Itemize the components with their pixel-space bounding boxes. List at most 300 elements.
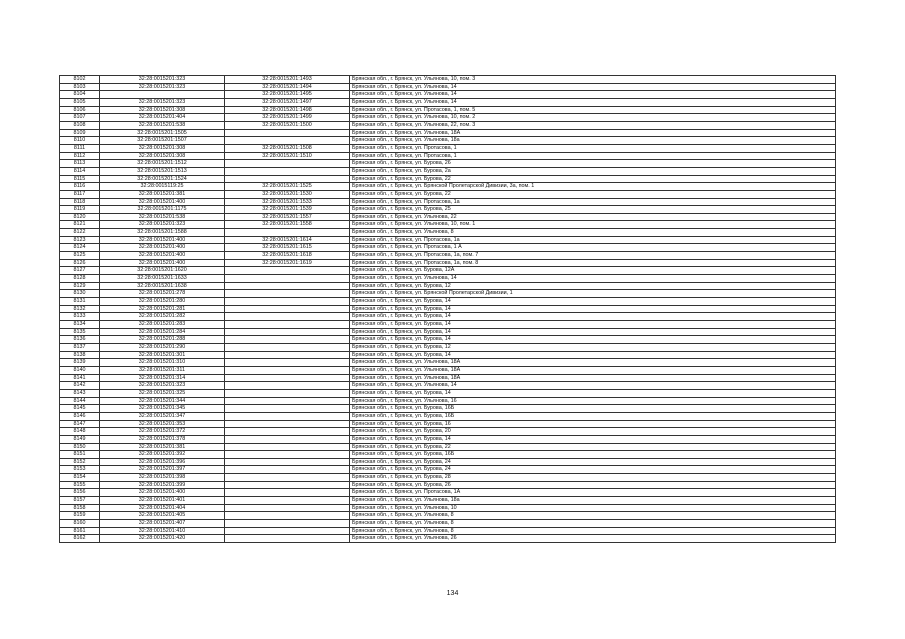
- cadastral-number-cell: 32:28:0015201:284: [100, 328, 225, 336]
- row-number-cell: 8109: [60, 129, 100, 137]
- row-number-cell: 8137: [60, 343, 100, 351]
- table-row: [60, 290, 836, 298]
- address-cell: Брянская обл., г. Брянск, ул. Бурова, 24: [350, 466, 836, 474]
- address-cell: Брянская обл., г. Брянск, ул. Бурова, 14: [350, 435, 836, 443]
- address-cell: Брянская обл., г. Брянск, ул. Бурова, 26: [350, 481, 836, 489]
- address-cell: Брянская обл., г. Брянск, ул. Ульянова, 22, пом. 3: [350, 121, 836, 129]
- object-cadastral-number-cell: [225, 336, 350, 344]
- table-row: [60, 152, 836, 160]
- table-row: [60, 359, 836, 367]
- object-cadastral-number-cell: [225, 535, 350, 543]
- cadastral-number-cell: 32:28:0015201:400: [100, 489, 225, 497]
- row-number-cell: 8118: [60, 198, 100, 206]
- cadastral-number-cell: 32:28:0015201:1512: [100, 160, 225, 168]
- table-row: [60, 374, 836, 382]
- object-cadastral-number-cell: [225, 474, 350, 482]
- cadastral-number-cell: 32:28:0015201:280: [100, 298, 225, 306]
- object-cadastral-number-cell: [225, 328, 350, 336]
- object-cadastral-number-cell: 32:28:0015201:1510: [225, 152, 350, 160]
- object-cadastral-number-cell: 32:28:0015201:1533: [225, 198, 350, 206]
- cadastral-number-cell: 32:28:0015201:1633: [100, 275, 225, 283]
- cadastral-number-cell: 32:28:0015201:1507: [100, 137, 225, 145]
- table-row: [60, 91, 836, 99]
- cadastral-number-cell: 32:28:0015201:323: [100, 76, 225, 84]
- address-cell: Брянская обл., г. Брянск, ул. Протасова, 1а: [350, 198, 836, 206]
- cadastral-number-cell: 32:28:0015201:372: [100, 428, 225, 436]
- object-cadastral-number-cell: [225, 298, 350, 306]
- address-cell: Брянская обл., г. Брянск, ул. Брянской Пролетарской Дивизии, 3а, пом. 1: [350, 183, 836, 191]
- row-number-cell: 8155: [60, 481, 100, 489]
- table-row: [60, 489, 836, 497]
- table-row: [60, 229, 836, 237]
- object-cadastral-number-cell: [225, 382, 350, 390]
- object-cadastral-number-cell: [225, 175, 350, 183]
- address-cell: Брянская обл., г. Брянск, ул. Бурова, 16Б: [350, 412, 836, 420]
- row-number-cell: 8110: [60, 137, 100, 145]
- cadastral-register-table: [59, 75, 836, 543]
- object-cadastral-number-cell: 32:28:0015201:1558: [225, 221, 350, 229]
- object-cadastral-number-cell: 32:28:0015201:1498: [225, 106, 350, 114]
- row-number-cell: 8112: [60, 152, 100, 160]
- row-number-cell: 8103: [60, 83, 100, 91]
- cadastral-number-cell: 32:28:0015201:396: [100, 458, 225, 466]
- row-number-cell: 8160: [60, 520, 100, 528]
- row-number-cell: 8108: [60, 121, 100, 129]
- table-row: [60, 298, 836, 306]
- address-cell: Брянская обл., г. Брянск, ул. Ульянова, 16: [350, 397, 836, 405]
- object-cadastral-number-cell: [225, 481, 350, 489]
- object-cadastral-number-cell: [225, 160, 350, 168]
- cadastral-number-cell: 32:28:0015201:323: [100, 83, 225, 91]
- cadastral-number-cell: 32:28:0015201:288: [100, 336, 225, 344]
- object-cadastral-number-cell: 32:28:0015201:1618: [225, 252, 350, 260]
- address-cell: Брянская обл., г. Брянск, ул. Ульянова, 18А: [350, 366, 836, 374]
- cadastral-number-cell: 32:28:0015201:392: [100, 451, 225, 459]
- object-cadastral-number-cell: [225, 267, 350, 275]
- table-row: [60, 328, 836, 336]
- object-cadastral-number-cell: [225, 137, 350, 145]
- address-cell: Брянская обл., г. Брянск, ул. Бурова, 20: [350, 428, 836, 436]
- cadastral-number-cell: 32:28:0015201:410: [100, 527, 225, 535]
- address-cell: Брянская обл., г. Брянск, ул. Ульянова, 18а: [350, 137, 836, 145]
- address-cell: Брянская обл., г. Брянск, ул. Бурова, 14: [350, 313, 836, 321]
- row-number-cell: 8107: [60, 114, 100, 122]
- object-cadastral-number-cell: [225, 428, 350, 436]
- row-number-cell: 8159: [60, 512, 100, 520]
- table-body: [60, 76, 836, 543]
- object-cadastral-number-cell: [225, 451, 350, 459]
- object-cadastral-number-cell: [225, 366, 350, 374]
- address-cell: Брянская обл., г. Брянск, ул. Бурова, 28: [350, 474, 836, 482]
- row-number-cell: 8153: [60, 466, 100, 474]
- table-row: [60, 198, 836, 206]
- cadastral-number-cell: 32:28:0015201:323: [100, 382, 225, 390]
- table-row: [60, 389, 836, 397]
- table-row: [60, 183, 836, 191]
- table-row: [60, 236, 836, 244]
- table-row: [60, 275, 836, 283]
- cadastral-number-cell: 32:28:0015201:278: [100, 290, 225, 298]
- table-row: [60, 520, 836, 528]
- table-row: [60, 527, 836, 535]
- table-row: [60, 221, 836, 229]
- object-cadastral-number-cell: [225, 313, 350, 321]
- row-number-cell: 8127: [60, 267, 100, 275]
- row-number-cell: 8134: [60, 321, 100, 329]
- object-cadastral-number-cell: [225, 412, 350, 420]
- address-cell: Брянская обл., г. Брянск, ул. Протасова, 1а, пом. 8: [350, 259, 836, 267]
- cadastral-number-cell: 32:28:0015201:301: [100, 351, 225, 359]
- address-cell: Брянская обл., г. Брянск, ул. Бурова, 12: [350, 343, 836, 351]
- row-number-cell: 8125: [60, 252, 100, 260]
- cadastral-number-cell: 32:28:0015201:314: [100, 374, 225, 382]
- cadastral-number-cell: [100, 91, 225, 99]
- address-cell: Брянская обл., г. Брянск, ул. Ульянова, 18А: [350, 129, 836, 137]
- address-cell: Брянская обл., г. Брянск, ул. Бурова, 22: [350, 190, 836, 198]
- address-cell: Брянская обл., г. Брянск, ул. Ульянова, 18А: [350, 359, 836, 367]
- cadastral-number-cell: 32:28:0015201:400: [100, 259, 225, 267]
- object-cadastral-number-cell: [225, 167, 350, 175]
- address-cell: Брянская обл., г. Брянск, ул. Ульянова, 22: [350, 213, 836, 221]
- address-cell: Брянская обл., г. Брянск, ул. Бурова, 14: [350, 336, 836, 344]
- table-row: [60, 366, 836, 374]
- cadastral-number-cell: 32:28:0015201:400: [100, 252, 225, 260]
- table-row: [60, 382, 836, 390]
- table-row: [60, 420, 836, 428]
- row-number-cell: 8131: [60, 298, 100, 306]
- row-number-cell: 8113: [60, 160, 100, 168]
- table-row: [60, 405, 836, 413]
- object-cadastral-number-cell: [225, 504, 350, 512]
- cadastral-number-cell: 32:28:0015201:308: [100, 152, 225, 160]
- cadastral-number-cell: 32:28:0015201:325: [100, 389, 225, 397]
- row-number-cell: 8144: [60, 397, 100, 405]
- address-cell: Брянская обл., г. Брянск, ул. Бурова, 14: [350, 321, 836, 329]
- row-number-cell: 8152: [60, 458, 100, 466]
- address-cell: Брянская обл., г. Брянск, ул. Бурова, 14: [350, 305, 836, 313]
- row-number-cell: 8124: [60, 244, 100, 252]
- table-row: [60, 428, 836, 436]
- object-cadastral-number-cell: [225, 305, 350, 313]
- address-cell: Брянская обл., г. Брянск, ул. Бурова, 26: [350, 160, 836, 168]
- object-cadastral-number-cell: [225, 512, 350, 520]
- address-cell: Брянская обл., г. Брянск, ул. Бурова, 2а: [350, 167, 836, 175]
- address-cell: Брянская обл., г. Брянск, ул. Ульянова, 10, пом. 3: [350, 76, 836, 84]
- row-number-cell: 8142: [60, 382, 100, 390]
- cadastral-number-cell: 32:28:0015201:399: [100, 481, 225, 489]
- object-cadastral-number-cell: [225, 420, 350, 428]
- table-row: [60, 129, 836, 137]
- address-cell: Брянская обл., г. Брянск, ул. Бурова, 16Б: [350, 451, 836, 459]
- row-number-cell: 8102: [60, 76, 100, 84]
- cadastral-number-cell: 32:28:0015201:1513: [100, 167, 225, 175]
- object-cadastral-number-cell: [225, 321, 350, 329]
- table-row: [60, 481, 836, 489]
- table-row: [60, 282, 836, 290]
- row-number-cell: 8157: [60, 497, 100, 505]
- object-cadastral-number-cell: 32:28:0015201:1495: [225, 91, 350, 99]
- table-row: [60, 412, 836, 420]
- object-cadastral-number-cell: [225, 520, 350, 528]
- cadastral-number-cell: 32:28:0015201:400: [100, 244, 225, 252]
- cadastral-number-cell: 32:28:0015201:1620: [100, 267, 225, 275]
- address-cell: Брянская обл., г. Брянск, ул. Ульянова, 8: [350, 229, 836, 237]
- row-number-cell: 8151: [60, 451, 100, 459]
- cadastral-number-cell: 32:28:0015201:400: [100, 236, 225, 244]
- table-row: [60, 137, 836, 145]
- table-row: [60, 259, 836, 267]
- address-cell: Брянская обл., г. Брянск, ул. Бурова, 25: [350, 206, 836, 214]
- row-number-cell: 8148: [60, 428, 100, 436]
- row-number-cell: 8143: [60, 389, 100, 397]
- row-number-cell: 8138: [60, 351, 100, 359]
- table-row: [60, 435, 836, 443]
- row-number-cell: 8104: [60, 91, 100, 99]
- table-row: [60, 504, 836, 512]
- cadastral-number-cell: 32:28:0015201:404: [100, 114, 225, 122]
- address-cell: Брянская обл., г. Брянск, ул. Протасова, 1: [350, 144, 836, 152]
- address-cell: Брянская обл., г. Брянск, ул. Протасова, 1 А: [350, 244, 836, 252]
- object-cadastral-number-cell: [225, 351, 350, 359]
- table-row: [60, 443, 836, 451]
- table-row: [60, 83, 836, 91]
- row-number-cell: 8119: [60, 206, 100, 214]
- cadastral-number-cell: 32:28:0015201:378: [100, 435, 225, 443]
- cadastral-number-cell: 32:28:0015201:281: [100, 305, 225, 313]
- address-cell: Брянская обл., г. Брянск, ул. Бурова, 14: [350, 351, 836, 359]
- table-row: [60, 336, 836, 344]
- object-cadastral-number-cell: 32:28:0015201:1615: [225, 244, 350, 252]
- table-row: [60, 213, 836, 221]
- object-cadastral-number-cell: [225, 527, 350, 535]
- address-cell: Брянская обл., г. Брянск, ул. Протасова, 1а: [350, 236, 836, 244]
- address-cell: Брянская обл., г. Брянск, ул. Ульянова, 14: [350, 382, 836, 390]
- row-number-cell: 8158: [60, 504, 100, 512]
- row-number-cell: 8130: [60, 290, 100, 298]
- address-cell: Брянская обл., г. Брянск, ул. Ульянова, 14: [350, 98, 836, 106]
- cadastral-number-cell: 32:28:0015201:381: [100, 443, 225, 451]
- object-cadastral-number-cell: [225, 489, 350, 497]
- table-row: [60, 144, 836, 152]
- object-cadastral-number-cell: [225, 290, 350, 298]
- object-cadastral-number-cell: [225, 497, 350, 505]
- object-cadastral-number-cell: [225, 229, 350, 237]
- row-number-cell: 8121: [60, 221, 100, 229]
- row-number-cell: 8106: [60, 106, 100, 114]
- address-cell: Брянская обл., г. Брянск, ул. Бурова, 12А: [350, 267, 836, 275]
- table-row: [60, 252, 836, 260]
- cadastral-number-cell: 32:28:0015201:1524: [100, 175, 225, 183]
- table-row: [60, 458, 836, 466]
- cadastral-number-cell: 32:28:0015201:308: [100, 144, 225, 152]
- object-cadastral-number-cell: [225, 389, 350, 397]
- cadastral-number-cell: 32:28:0015201:404: [100, 504, 225, 512]
- cadastral-number-cell: 32:28:0015201:401: [100, 497, 225, 505]
- table-row: [60, 451, 836, 459]
- object-cadastral-number-cell: [225, 359, 350, 367]
- address-cell: Брянская обл., г. Брянск, ул. Бурова, 16Б: [350, 405, 836, 413]
- table-row: [60, 535, 836, 543]
- table-row: [60, 321, 836, 329]
- row-number-cell: 8140: [60, 366, 100, 374]
- address-cell: Брянская обл., г. Брянск, ул. Бурова, 14: [350, 298, 836, 306]
- table-row: [60, 114, 836, 122]
- cadastral-number-cell: 32:28:0015201:381: [100, 190, 225, 198]
- cadastral-number-cell: 32:28:0015201:1175: [100, 206, 225, 214]
- row-number-cell: 8156: [60, 489, 100, 497]
- row-number-cell: 8149: [60, 435, 100, 443]
- row-number-cell: 8117: [60, 190, 100, 198]
- address-cell: Брянская обл., г. Брянск, ул. Бурова, 14: [350, 328, 836, 336]
- cadastral-number-cell: 32:28:0015201:347: [100, 412, 225, 420]
- table-row: [60, 76, 836, 84]
- cadastral-number-cell: 32:28:0015201:283: [100, 321, 225, 329]
- cadastral-number-cell: 32:28:0015119:25: [100, 183, 225, 191]
- address-cell: Брянская обл., г. Брянск, ул. Протасова, 1А: [350, 489, 836, 497]
- cadastral-number-cell: 32:28:0015201:308: [100, 106, 225, 114]
- row-number-cell: 8145: [60, 405, 100, 413]
- object-cadastral-number-cell: 32:28:0015201:1508: [225, 144, 350, 152]
- table-row: [60, 267, 836, 275]
- address-cell: Брянская обл., г. Брянск, ул. Протасова, 1: [350, 152, 836, 160]
- table-row: [60, 343, 836, 351]
- table-row: [60, 190, 836, 198]
- address-cell: Брянская обл., г. Брянск, ул. Брянской Пролетарской Дивизии, 1: [350, 290, 836, 298]
- row-number-cell: 8129: [60, 282, 100, 290]
- cadastral-number-cell: 32:28:0015201:282: [100, 313, 225, 321]
- cadastral-number-cell: 32:28:0015201:323: [100, 221, 225, 229]
- row-number-cell: 8123: [60, 236, 100, 244]
- cadastral-number-cell: 32:28:0015201:310: [100, 359, 225, 367]
- address-cell: Брянская обл., г. Брянск, ул. Ульянова, 8: [350, 520, 836, 528]
- object-cadastral-number-cell: [225, 275, 350, 283]
- address-cell: Брянская обл., г. Брянск, ул. Ульянова, 18а: [350, 497, 836, 505]
- table-row: [60, 98, 836, 106]
- row-number-cell: 8111: [60, 144, 100, 152]
- cadastral-number-cell: 32:28:0015201:397: [100, 466, 225, 474]
- cadastral-number-cell: 32:28:0015201:344: [100, 397, 225, 405]
- address-cell: Брянская обл., г. Брянск, ул. Бурова, 14: [350, 389, 836, 397]
- row-number-cell: 8132: [60, 305, 100, 313]
- table-row: [60, 167, 836, 175]
- cadastral-number-cell: 32:28:0015201:345: [100, 405, 225, 413]
- row-number-cell: 8139: [60, 359, 100, 367]
- table-row: [60, 106, 836, 114]
- row-number-cell: 8105: [60, 98, 100, 106]
- table-row: [60, 512, 836, 520]
- row-number-cell: 8128: [60, 275, 100, 283]
- cadastral-number-cell: 32:28:0015201:1638: [100, 282, 225, 290]
- object-cadastral-number-cell: [225, 458, 350, 466]
- table-row: [60, 474, 836, 482]
- address-cell: Брянская обл., г. Брянск, ул. Ульянова, 8: [350, 527, 836, 535]
- row-number-cell: 8114: [60, 167, 100, 175]
- object-cadastral-number-cell: [225, 443, 350, 451]
- table-row: [60, 160, 836, 168]
- row-number-cell: 8120: [60, 213, 100, 221]
- address-cell: Брянская обл., г. Брянск, ул. Ульянова, 8: [350, 512, 836, 520]
- cadastral-number-cell: 32:28:0015201:1505: [100, 129, 225, 137]
- object-cadastral-number-cell: 32:28:0015201:1530: [225, 190, 350, 198]
- row-number-cell: 8115: [60, 175, 100, 183]
- table-row: [60, 397, 836, 405]
- cadastral-number-cell: 32:28:0015201:538: [100, 121, 225, 129]
- table-row: [60, 497, 836, 505]
- cadastral-number-cell: 32:28:0015201:405: [100, 512, 225, 520]
- object-cadastral-number-cell: [225, 282, 350, 290]
- row-number-cell: 8141: [60, 374, 100, 382]
- object-cadastral-number-cell: 32:28:0015201:1494: [225, 83, 350, 91]
- object-cadastral-number-cell: [225, 466, 350, 474]
- row-number-cell: 8146: [60, 412, 100, 420]
- row-number-cell: 8162: [60, 535, 100, 543]
- table-row: [60, 121, 836, 129]
- address-cell: Брянская обл., г. Брянск, ул. Бурова, 24: [350, 458, 836, 466]
- object-cadastral-number-cell: [225, 397, 350, 405]
- cadastral-number-cell: 32:28:0015201:353: [100, 420, 225, 428]
- table-row: [60, 175, 836, 183]
- address-cell: Брянская обл., г. Брянск, ул. Ульянова, 18А: [350, 374, 836, 382]
- object-cadastral-number-cell: 32:28:0015201:1525: [225, 183, 350, 191]
- object-cadastral-number-cell: [225, 405, 350, 413]
- object-cadastral-number-cell: 32:28:0015201:1493: [225, 76, 350, 84]
- row-number-cell: 8126: [60, 259, 100, 267]
- address-cell: Брянская обл., г. Брянск, ул. Ульянова, 10: [350, 504, 836, 512]
- address-cell: Брянская обл., г. Брянск, ул. Ульянова, 26: [350, 535, 836, 543]
- address-cell: Брянская обл., г. Брянск, ул. Ульянова, 10, пом. 1: [350, 221, 836, 229]
- object-cadastral-number-cell: [225, 129, 350, 137]
- row-number-cell: 8116: [60, 183, 100, 191]
- cadastral-number-cell: 32:28:0015201:290: [100, 343, 225, 351]
- row-number-cell: 8122: [60, 229, 100, 237]
- cadastral-number-cell: 32:28:0015201:400: [100, 198, 225, 206]
- page-number: 134: [446, 590, 459, 597]
- object-cadastral-number-cell: 32:28:0015201:1497: [225, 98, 350, 106]
- object-cadastral-number-cell: 32:28:0015201:1500: [225, 121, 350, 129]
- object-cadastral-number-cell: [225, 343, 350, 351]
- row-number-cell: 8133: [60, 313, 100, 321]
- address-cell: Брянская обл., г. Брянск, ул. Протасова, 1, пом. 5: [350, 106, 836, 114]
- object-cadastral-number-cell: 32:28:0015201:1499: [225, 114, 350, 122]
- object-cadastral-number-cell: 32:28:0015201:1557: [225, 213, 350, 221]
- address-cell: Брянская обл., г. Брянск, ул. Ульянова, 14: [350, 83, 836, 91]
- row-number-cell: 8136: [60, 336, 100, 344]
- table-row: [60, 351, 836, 359]
- address-cell: Брянская обл., г. Брянск, ул. Бурова, 12: [350, 282, 836, 290]
- address-cell: Брянская обл., г. Брянск, ул. Протасова, 1а, пом. 7: [350, 252, 836, 260]
- cadastral-number-cell: 32:28:0015201:311: [100, 366, 225, 374]
- row-number-cell: 8154: [60, 474, 100, 482]
- object-cadastral-number-cell: [225, 374, 350, 382]
- cadastral-number-cell: 32:28:0015201:407: [100, 520, 225, 528]
- cadastral-number-cell: 32:28:0015201:420: [100, 535, 225, 543]
- table-row: [60, 206, 836, 214]
- object-cadastral-number-cell: [225, 435, 350, 443]
- row-number-cell: 8161: [60, 527, 100, 535]
- cadastral-number-cell: 32:28:0015201:1588: [100, 229, 225, 237]
- object-cadastral-number-cell: 32:28:0015201:1614: [225, 236, 350, 244]
- row-number-cell: 8135: [60, 328, 100, 336]
- object-cadastral-number-cell: 32:28:0015201:1539: [225, 206, 350, 214]
- table-row: [60, 313, 836, 321]
- cadastral-number-cell: 32:28:0015201:398: [100, 474, 225, 482]
- address-cell: Брянская обл., г. Брянск, ул. Бурова, 16: [350, 420, 836, 428]
- address-cell: Брянская обл., г. Брянск, ул. Ульянова, 10, пом. 2: [350, 114, 836, 122]
- address-cell: Брянская обл., г. Брянск, ул. Ульянова, 14: [350, 275, 836, 283]
- row-number-cell: 8150: [60, 443, 100, 451]
- table-row: [60, 305, 836, 313]
- table-row: [60, 244, 836, 252]
